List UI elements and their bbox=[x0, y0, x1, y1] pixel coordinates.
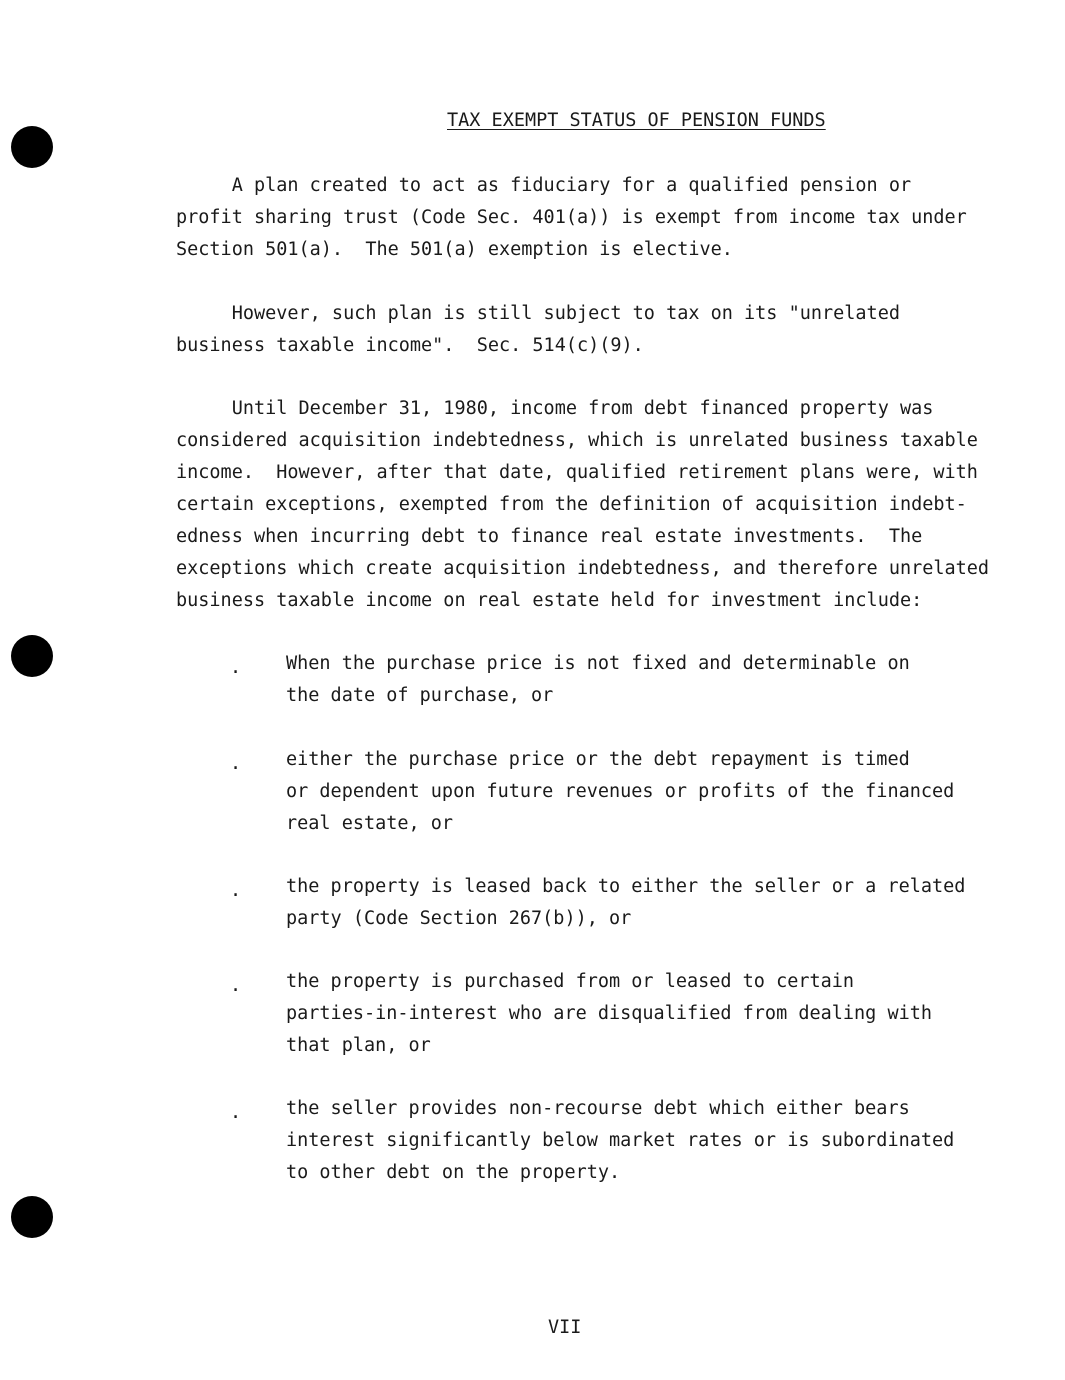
bullet-line: the date of purchase, or bbox=[286, 685, 554, 706]
binder-hole bbox=[11, 635, 53, 677]
bullet-marker: . bbox=[230, 657, 242, 678]
paragraph-line: income. However, after that date, qualified retirement plans were, with bbox=[176, 462, 978, 483]
bullet-item bbox=[286, 648, 986, 712]
paragraph-line: business taxable income on real estate held for investment include: bbox=[176, 590, 923, 611]
paragraph-line: However, such plan is still subject to tax on its "unrelated bbox=[176, 303, 900, 324]
paragraph-line: profit sharing trust (Code Sec. 401(a)) is exempt from income tax under bbox=[176, 207, 967, 228]
bullet-line: that plan, or bbox=[286, 1035, 431, 1056]
paragraph-line: Section 501(a). The 501(a) exemption is elective. bbox=[176, 239, 733, 260]
bullet-marker: . bbox=[230, 975, 242, 996]
bullet-marker: . bbox=[230, 1102, 242, 1123]
bullet-line: the seller provides non-recourse debt which either bears bbox=[286, 1098, 910, 1119]
bullet-item bbox=[286, 871, 986, 935]
bullet-marker: . bbox=[230, 753, 242, 774]
binder-hole bbox=[11, 1196, 53, 1238]
bullet-marker: . bbox=[230, 880, 242, 901]
page-number: VII bbox=[548, 1317, 582, 1338]
bullet-line: or dependent upon future revenues or profits of the financed bbox=[286, 781, 955, 802]
paragraph bbox=[176, 298, 996, 362]
bullet-line: the property is leased back to either the seller or a related bbox=[286, 876, 966, 897]
bullet-line: interest significantly below market rates or is subordinated bbox=[286, 1130, 955, 1151]
bullet-line: either the purchase price or the debt repayment is timed bbox=[286, 749, 910, 770]
paragraph-line: certain exceptions, exempted from the definition of acquisition indebt- bbox=[176, 494, 967, 515]
paragraph-line: edness when incurring debt to finance real estate investments. The bbox=[176, 526, 923, 547]
bullet-line: When the purchase price is not fixed and determinable on bbox=[286, 653, 910, 674]
bullet-line: the property is purchased from or leased to certain bbox=[286, 971, 855, 992]
paragraph-line: business taxable income". Sec. 514(c)(9). bbox=[176, 335, 644, 356]
paragraph bbox=[176, 170, 996, 266]
page-title: TAX EXEMPT STATUS OF PENSION FUNDS bbox=[447, 110, 826, 131]
bullet-line: party (Code Section 267(b)), or bbox=[286, 908, 632, 929]
bullet-item bbox=[286, 744, 986, 840]
paragraph-line: Until December 31, 1980, income from debt financed property was bbox=[176, 398, 934, 419]
binder-hole bbox=[11, 126, 53, 168]
bullet-item bbox=[286, 1093, 986, 1189]
paragraph-line: A plan created to act as fiduciary for a qualified pension or bbox=[176, 175, 912, 196]
paragraph bbox=[176, 393, 996, 617]
bullet-line: to other debt on the property. bbox=[286, 1162, 621, 1183]
bullet-item bbox=[286, 966, 986, 1062]
bullet-line: real estate, or bbox=[286, 813, 454, 834]
paragraph-line: considered acquisition indebtedness, which is unrelated business taxable bbox=[176, 430, 978, 451]
bullet-line: parties-in-interest who are disqualified from dealing with bbox=[286, 1003, 933, 1024]
paragraph-line: exceptions which create acquisition indebtedness, and therefore unrelated bbox=[176, 558, 990, 579]
